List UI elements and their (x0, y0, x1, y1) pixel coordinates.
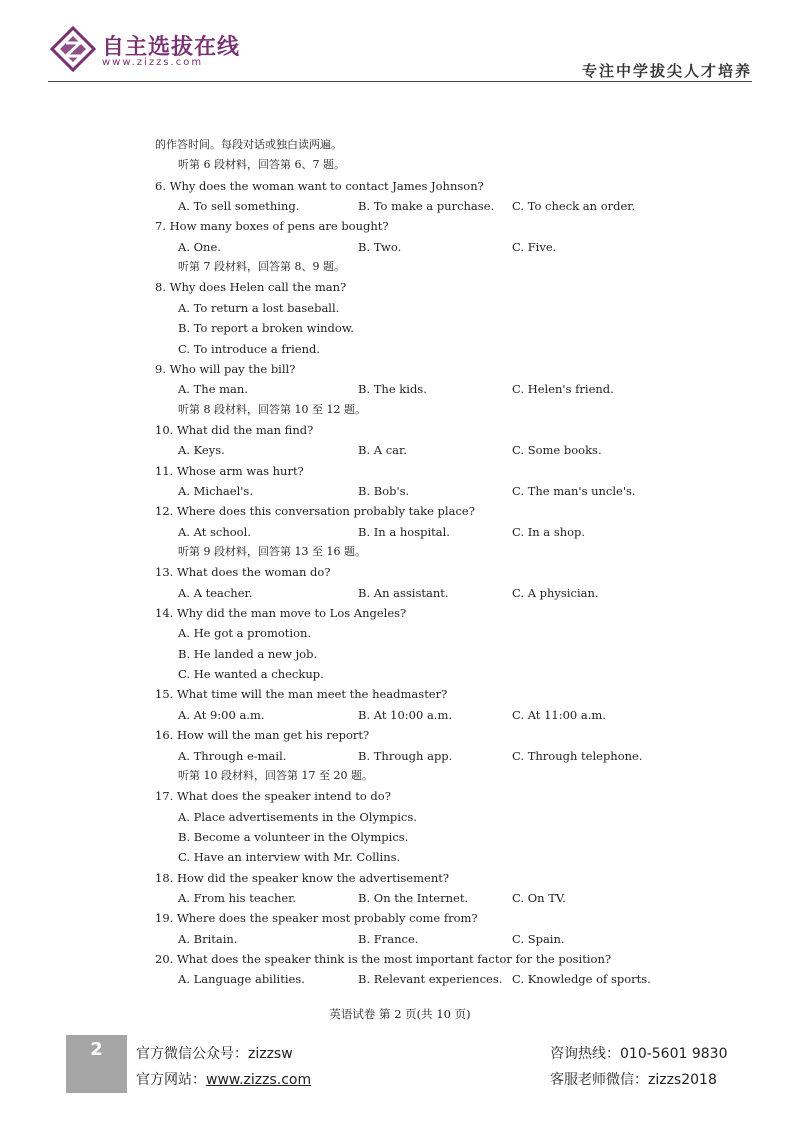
section-instruction: 的作答时间。每段对话或独白读两遍。 (155, 138, 342, 151)
answer-option: A. Place advertisements in the Olympics. (178, 809, 417, 824)
question-stem: 9. Who will pay the bill? (155, 361, 296, 376)
question-stem: 17. What does the speaker intend to do? (155, 789, 391, 804)
answer-option-c: C. To check an order. (512, 199, 636, 214)
section-instruction: 听第 6 段材料，回答第 6、7 题。 (178, 158, 345, 172)
answer-option-b: B. In a hospital. (358, 524, 450, 539)
answer-options-row (0, 379, 800, 399)
page-info: 英语试卷 第 2 页(共 10 页) (329, 1007, 471, 1021)
answer-option-c: C. Spain. (512, 931, 565, 946)
page-footer (0, 1035, 800, 1132)
answer-option-a: A. One. (178, 239, 221, 254)
answer-option-c: C. In a shop. (512, 524, 586, 539)
answer-option-c: C. Some books. (512, 443, 602, 458)
answer-option-a: A. To sell something. (178, 199, 300, 214)
answer-option-a: A. At 9:00 a.m. (178, 707, 265, 722)
website-line (136, 1069, 311, 1089)
answer-option-b: B. Bob's. (358, 483, 410, 498)
answer-option-b: B. At 10:00 a.m. (358, 707, 453, 722)
answer-option-a: A. Through e-mail. (178, 748, 287, 763)
answer-option-a: A. A teacher. (178, 585, 253, 600)
question-stem: 12. Where does this conversation probably take place? (155, 504, 475, 519)
question-stem: 8. Why does Helen call the man? (155, 280, 347, 295)
answer-options-row (0, 705, 800, 725)
question-stem: 20. What does the speaker think is the most important factor for the position? (155, 952, 612, 966)
answer-option-a: A. At school. (178, 524, 251, 539)
answer-options-row (0, 888, 800, 908)
answer-option-c: C. Through telephone. (512, 748, 643, 763)
answer-options-row (0, 522, 800, 542)
answer-options-row (0, 583, 800, 603)
section-instruction: 听第 7 段材料，回答第 8、9 题。 (178, 260, 345, 274)
answer-options-row (0, 196, 800, 216)
answer-option-b: B. To make a purchase. (358, 199, 495, 214)
answer-option: B. To report a broken window. (178, 321, 354, 336)
answer-option-a: A. Britain. (178, 931, 238, 946)
answer-option-c: C. The man's uncle's. (512, 483, 636, 498)
answer-option-a: A. From his teacher. (178, 890, 297, 905)
question-stem: 15. What time will the man meet the headmaster? (155, 687, 448, 702)
answer-option-b: B. On the Internet. (358, 890, 469, 905)
answer-option-c: C. A physician. (512, 585, 599, 600)
answer-option-b: B. Two. (358, 239, 402, 254)
answer-option-b: B. An assistant. (358, 585, 449, 600)
section-instruction: 听第 10 段材料，回答第 17 至 20 题。 (178, 768, 373, 782)
website-label: 官方网站： (136, 1072, 206, 1088)
answer-option-c: C. Knowledge of sports. (512, 972, 651, 987)
answer-option: A. To return a lost baseball. (178, 300, 340, 315)
service-wechat: 客服老师微信：zizzs2018 (550, 1072, 717, 1088)
website-link[interactable]: www.zizzs.com (206, 1072, 312, 1088)
question-stem: 14. Why did the man move to Los Angeles? (155, 606, 407, 621)
answer-option-a: A. Keys. (178, 443, 225, 458)
page-header (0, 0, 800, 82)
answer-option-c: C. Helen's friend. (512, 382, 614, 397)
question-stem: 10. What did the man find? (155, 422, 314, 437)
hotline: 咨询热线：010-5601 9830 (550, 1046, 728, 1062)
answer-option-b: B. The kids. (358, 382, 427, 397)
answer-options-row (0, 746, 800, 766)
answer-option-c: C. Five. (512, 239, 557, 254)
answer-option-a: A. Michael's. (178, 483, 253, 498)
brand-url[interactable]: www.zizzs.com (102, 57, 204, 68)
answer-options-row (0, 929, 800, 949)
question-stem: 7. How many boxes of pens are bought? (155, 219, 389, 234)
answer-option-a: A. The man. (178, 382, 248, 397)
wechat-account: 官方微信公众号：zizzsw (136, 1046, 293, 1062)
page-number-box (66, 1035, 127, 1093)
page-number: 2 (90, 1039, 103, 1060)
question-stem: 19. Where does the speaker most probably come from? (155, 911, 478, 926)
brand-name: 自主选拔在线 (102, 34, 241, 60)
answer-option-b: B. Relevant experiences. (358, 972, 503, 987)
question-stem: 6. Why does the woman want to contact James Johnson? (155, 178, 484, 193)
answer-option: C. To introduce a friend. (178, 341, 321, 356)
answer-option-b: B. A car. (358, 443, 407, 458)
header-divider (48, 81, 752, 82)
question-stem: 18. How did the speaker know the advertisement? (155, 870, 450, 885)
answer-options-row (0, 969, 800, 989)
answer-option: A. He got a promotion. (178, 626, 312, 641)
question-stem: 11. Whose arm was hurt? (155, 463, 304, 478)
answer-option-c: C. On TV. (512, 890, 566, 905)
answer-option: C. He wanted a checkup. (178, 667, 324, 682)
answer-option-b: B. France. (358, 931, 419, 946)
zizzs-logo-icon (50, 26, 96, 72)
answer-option: B. He landed a new job. (178, 646, 318, 661)
header-slogan: 专注中学拔尖人才培养 (581, 62, 752, 80)
answer-options-row (0, 481, 800, 501)
answer-option: B. Become a volunteer in the Olympics. (178, 829, 409, 844)
section-instruction: 听第 9 段材料，回答第 13 至 16 题。 (178, 545, 366, 558)
question-stem: 16. How will the man get his report? (155, 728, 370, 743)
answer-option-b: B. Through app. (358, 748, 453, 763)
answer-option: C. Have an interview with Mr. Collins. (178, 850, 401, 865)
answer-options-row (0, 237, 800, 257)
section-instruction: 听第 8 段材料，回答第 10 至 12 题。 (178, 402, 366, 416)
question-stem: 13. What does the woman do? (155, 565, 331, 580)
answer-option-a: A. Language abilities. (178, 972, 305, 987)
answer-option-c: C. At 11:00 a.m. (512, 707, 606, 722)
answer-options-row (0, 440, 800, 460)
